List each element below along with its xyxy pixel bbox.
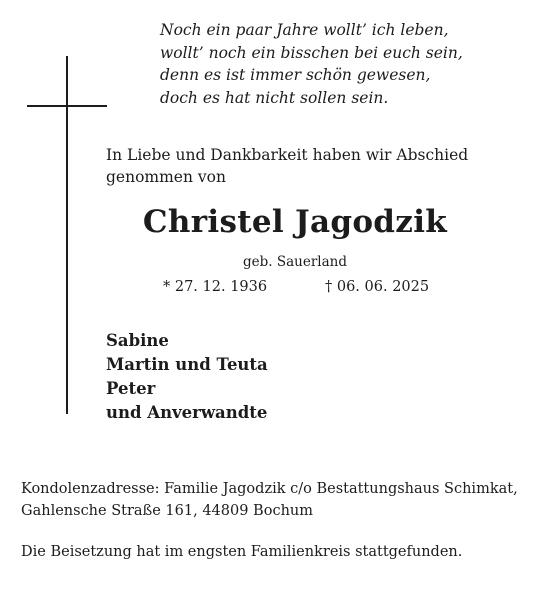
poem-line: wollt’ noch ein bisschen bei euch sein, <box>160 43 463 62</box>
mourner-name: Martin und Teuta <box>106 355 268 374</box>
intro-line: genommen von <box>106 168 226 186</box>
condolence-address <box>21 479 518 522</box>
death-date: † 06. 06. 2025 <box>325 279 430 295</box>
mourners-list <box>106 329 268 425</box>
intro-text <box>106 144 526 188</box>
poem-line: doch es hat nicht sollen sein. <box>160 88 389 107</box>
poem-line: denn es ist immer schön gewesen, <box>160 66 431 84</box>
birth-date: * 27. 12. 1936 <box>163 279 268 295</box>
address-line: Kondolenzadresse: Familie Jagodzik c/o Bestattungshaus Schimkat, <box>21 481 518 497</box>
burial-note: Die Beisetzung hat im engsten Familienkreis stattgefunden. <box>21 544 463 560</box>
intro-line: In Liebe und Dankbarkeit haben wir Abschied <box>106 146 469 164</box>
maiden-name: geb. Sauerland <box>243 254 347 270</box>
cross-horizontal-bar <box>27 105 107 107</box>
deceased-name: Christel Jagodzik <box>142 204 448 240</box>
memorial-poem <box>160 19 540 109</box>
mourner-name: und Anverwandte <box>106 403 268 422</box>
address-line: Gahlensche Straße 161, 44809 Bochum <box>21 502 313 519</box>
mourner-name: Sabine <box>106 331 169 350</box>
poem-line: Noch ein paar Jahre wollt’ ich leben, <box>160 21 449 39</box>
mourner-name: Peter <box>106 379 156 398</box>
